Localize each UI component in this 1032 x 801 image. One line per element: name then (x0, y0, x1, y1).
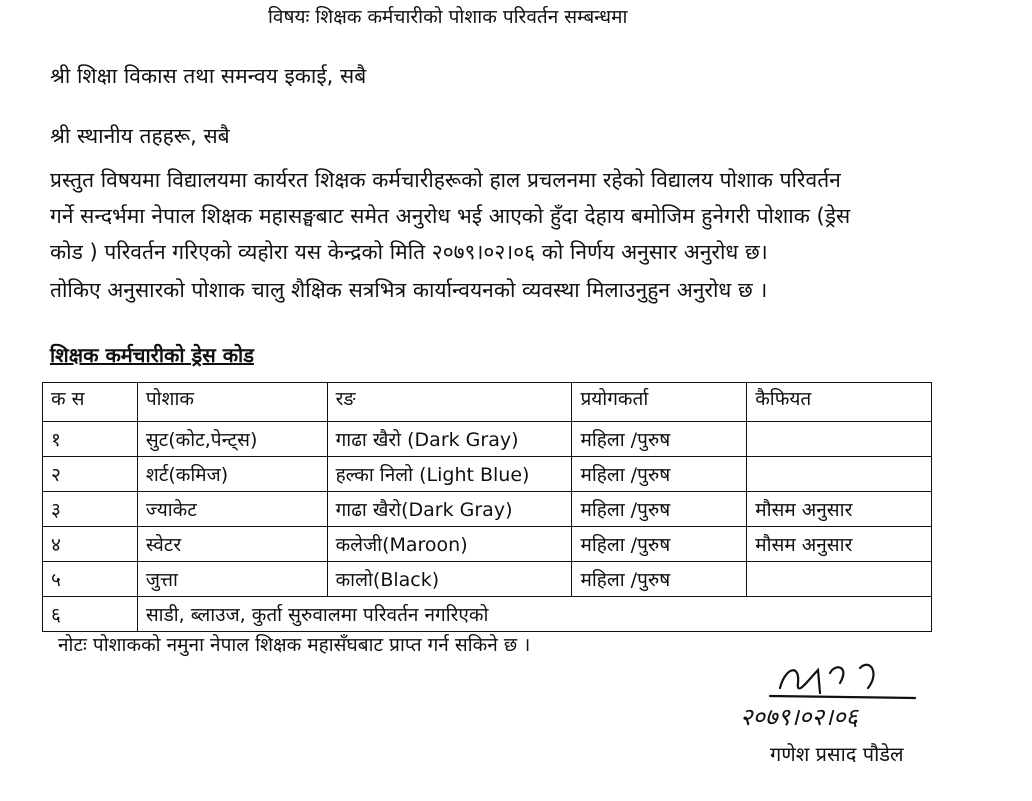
cell-dress: सुट(कोट,पेन्ट्स) (137, 422, 327, 457)
cell-dress: शर्ट(कमिज) (137, 457, 327, 492)
cell-dress: जुत्ता (137, 562, 327, 597)
dress-code-title: शिक्षक कर्मचारीको ड्रेस कोड (50, 343, 254, 367)
note-line: नोटः पोशाकको नमुना नेपाल शिक्षक महासँघबाट प्राप्त गर्न सकिने छ । (58, 634, 531, 656)
header-color: रङ (327, 383, 572, 422)
cell-remarks: मौसम अनुसार (747, 492, 932, 527)
cell-color: कालो(Black) (327, 562, 572, 597)
table-row (43, 597, 932, 632)
cell-color: गाढा खैरो(Dark Gray) (327, 492, 572, 527)
cell-serial: ५ (43, 562, 138, 597)
cell-remarks: मौसम अनुसार (747, 527, 932, 562)
table-row (43, 457, 932, 492)
header-serial: क स (43, 383, 138, 422)
cell-dress: स्वेटर (137, 527, 327, 562)
table-row (43, 527, 932, 562)
body-paragraph-line: कोड ) परिवर्तन गरिएको व्यहोरा यस केन्द्रको मिति २०७९।०२।०६ को निर्णय अनुसार अनुरोध छ। (50, 240, 768, 264)
cell-serial: ४ (43, 527, 138, 562)
addressee-line: श्री शिक्षा विकास तथा समन्वय इकाई, सबै (50, 64, 367, 88)
cell-color: कलेजी(Maroon) (327, 527, 572, 562)
cell-spanning-note: साडी, ब्लाउज, कुर्ता सुरुवालमा परिवर्तन नगरिएको (137, 597, 931, 632)
table-header-row (43, 383, 932, 422)
cell-serial: २ (43, 457, 138, 492)
dress-code-table (42, 382, 932, 632)
header-user: प्रयोगकर्ता (572, 383, 747, 422)
cell-remarks (747, 562, 932, 597)
body-paragraph-line: गर्ने सन्दर्भमा नेपाल शिक्षक महासङ्घबाट समेत अनुरोध भई आएको हुँदा देहाय बमोजिम हुनेगरी पोशाक (ड्रेस (50, 204, 851, 228)
cell-user: महिला /पुरुष (572, 562, 747, 597)
cell-dress: ज्याकेट (137, 492, 327, 527)
subject-line: विषयः शिक्षक कर्मचारीको पोशाक परिवर्तन सम्बन्धमा (268, 6, 628, 28)
cell-user: महिला /पुरुष (572, 527, 747, 562)
cell-user: महिला /पुरुष (572, 457, 747, 492)
cell-remarks (747, 457, 932, 492)
cell-serial: ३ (43, 492, 138, 527)
cell-color: गाढा खैरो (Dark Gray) (327, 422, 572, 457)
body-paragraph-line: प्रस्तुत विषयमा विद्यालयमा कार्यरत शिक्षक कर्मचारीहरूको हाल प्रचलनमा रहेको विद्यालय पोशाक परिवर्तन (50, 168, 841, 192)
signer-name: गणेश प्रसाद पौडेल (770, 742, 904, 766)
addressee-line: श्री स्थानीय तहहरू, सबै (50, 124, 230, 148)
cell-user: महिला /पुरुष (572, 422, 747, 457)
table-row (43, 492, 932, 527)
cell-serial: १ (43, 422, 138, 457)
cell-serial: ६ (43, 597, 138, 632)
cell-remarks (747, 422, 932, 457)
table-row (43, 562, 932, 597)
header-dress: पोशाक (137, 383, 327, 422)
signature-date: २०७९।०२।०६ (740, 703, 859, 731)
cell-user: महिला /पुरुष (572, 492, 747, 527)
header-remarks: कैफियत (747, 383, 932, 422)
cell-color: हल्का निलो (Light Blue) (327, 457, 572, 492)
body-paragraph-line: तोकिए अनुसारको पोशाक चालु शैक्षिक सत्रभित्र कार्यान्वयनको व्यवस्था मिलाउनुहुन अनुरोध छ । (50, 278, 768, 302)
table-row (43, 422, 932, 457)
